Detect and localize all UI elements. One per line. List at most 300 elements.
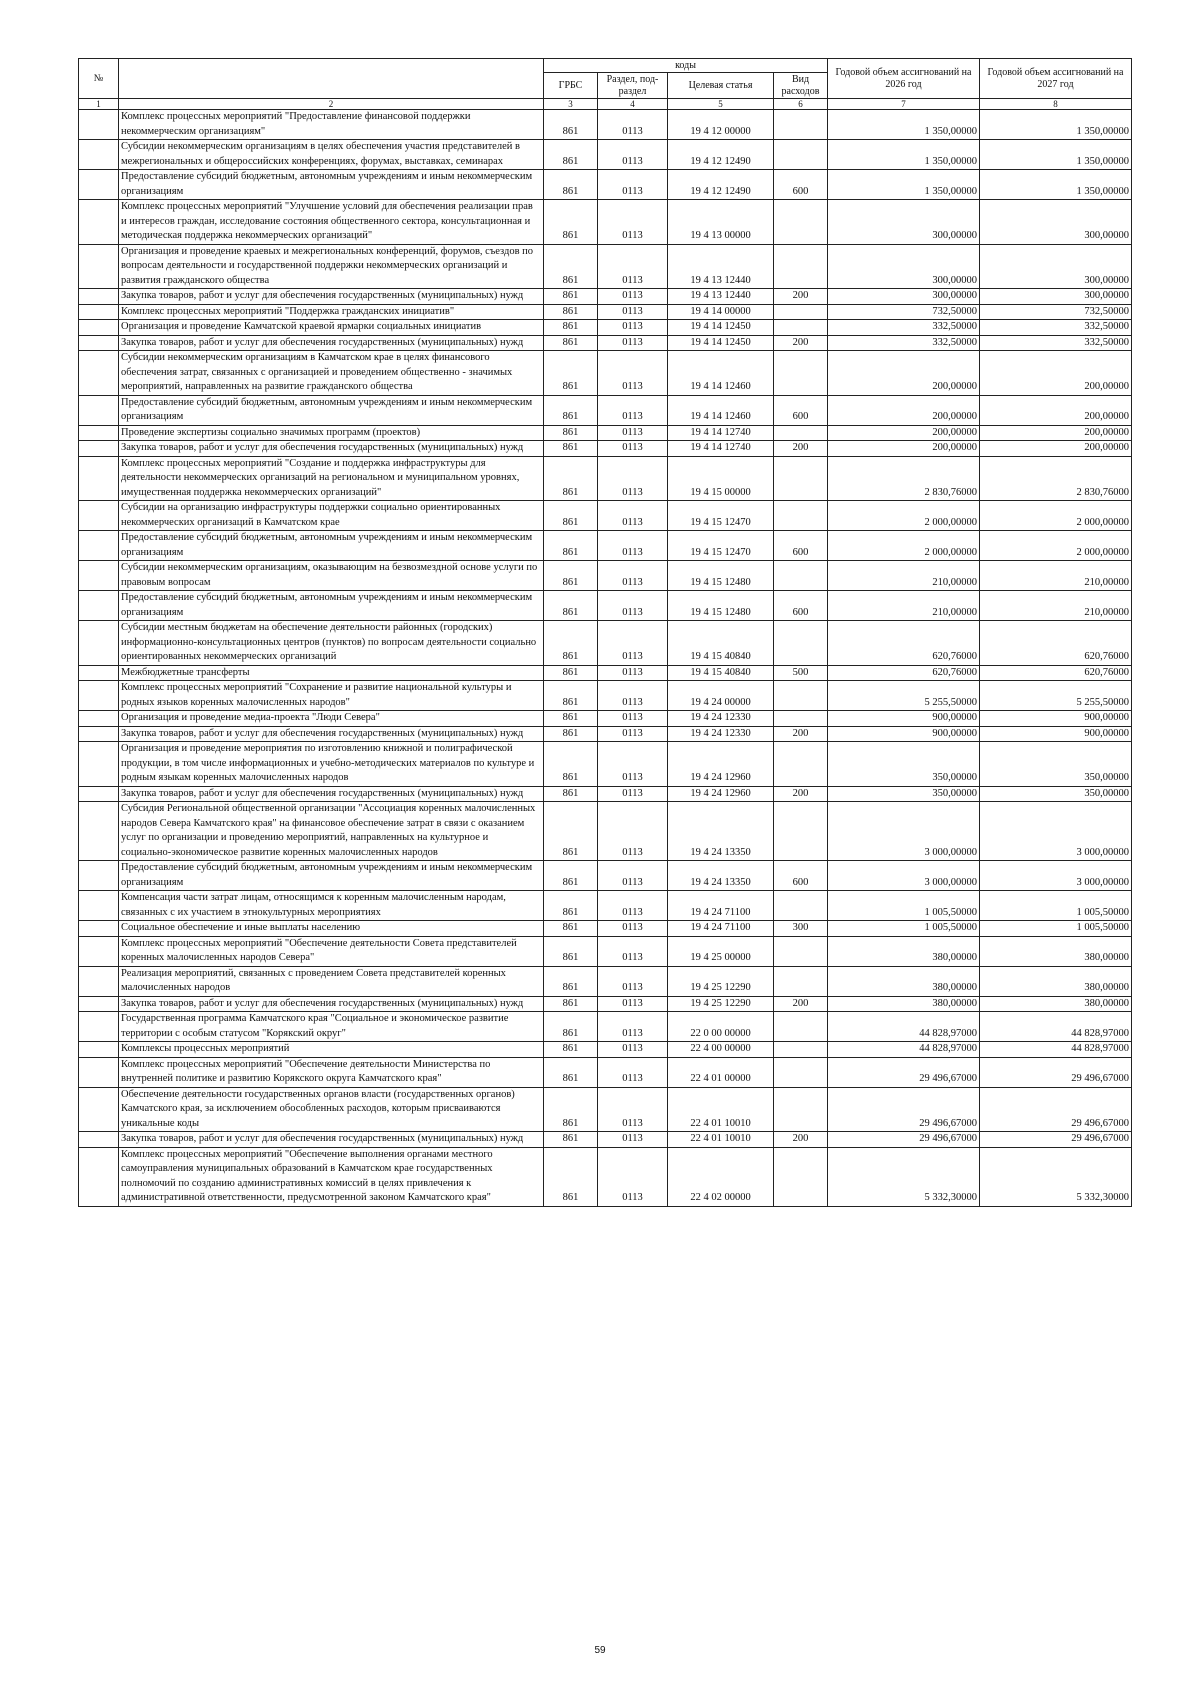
- row-expense-type: [774, 1147, 828, 1206]
- row-section: 0113: [598, 996, 668, 1012]
- table-row: [79, 966, 1132, 996]
- row-number: [79, 936, 119, 966]
- row-expense-type: [774, 711, 828, 727]
- row-volume-2026: 350,00000: [828, 742, 980, 787]
- row-volume-2027: 380,00000: [980, 936, 1132, 966]
- row-target: 19 4 25 00000: [668, 936, 774, 966]
- col-number: 8: [980, 99, 1132, 110]
- row-volume-2026: 300,00000: [828, 244, 980, 289]
- row-expense-type: 200: [774, 335, 828, 351]
- row-name: Организация и проведение мероприятия по изготовлению книжной и полиграфической продукции, в том числе информационных и учебно-методических материалов по культуре и родным языкам коренных малочисленных народов: [119, 742, 544, 787]
- row-target: 19 4 24 12330: [668, 711, 774, 727]
- row-name: Предоставление субсидий бюджетным, автономным учреждениям и иным некоммерческим организациям: [119, 395, 544, 425]
- row-section: 0113: [598, 681, 668, 711]
- row-name: Комплекс процессных мероприятий "Сохранение и развитие национальной культуры и родных языков коренных малочисленных народов": [119, 681, 544, 711]
- row-volume-2027: 29 496,67000: [980, 1132, 1132, 1148]
- row-expense-type: [774, 891, 828, 921]
- row-target: 19 4 25 12290: [668, 996, 774, 1012]
- row-grbs: 861: [544, 591, 598, 621]
- row-target: 19 4 14 12740: [668, 441, 774, 457]
- row-name: Комплекс процессных мероприятий "Предоставление финансовой поддержки некоммерческим организациям": [119, 110, 544, 140]
- row-volume-2027: 210,00000: [980, 591, 1132, 621]
- row-volume-2026: 200,00000: [828, 425, 980, 441]
- row-volume-2027: 900,00000: [980, 726, 1132, 742]
- row-volume-2027: 3 000,00000: [980, 861, 1132, 891]
- row-grbs: 861: [544, 786, 598, 802]
- row-target: 19 4 14 12450: [668, 320, 774, 336]
- row-target: 22 0 00 00000: [668, 1012, 774, 1042]
- row-section: 0113: [598, 742, 668, 787]
- table-row: [79, 681, 1132, 711]
- row-volume-2026: 29 496,67000: [828, 1132, 980, 1148]
- row-expense-type: [774, 501, 828, 531]
- row-section: 0113: [598, 501, 668, 531]
- row-number: [79, 681, 119, 711]
- row-target: 19 4 15 12480: [668, 591, 774, 621]
- row-number: [79, 802, 119, 861]
- row-volume-2027: 620,76000: [980, 665, 1132, 681]
- row-grbs: 861: [544, 140, 598, 170]
- row-target: 19 4 12 12490: [668, 170, 774, 200]
- row-name: Закупка товаров, работ и услуг для обеспечения государственных (муниципальных) нужд: [119, 996, 544, 1012]
- budget-sheet: [78, 58, 1131, 1207]
- row-section: 0113: [598, 1087, 668, 1132]
- row-volume-2026: 380,00000: [828, 996, 980, 1012]
- header-vol-2026: Годовой объем ассигнований на 2026 год: [828, 59, 980, 99]
- row-section: 0113: [598, 289, 668, 305]
- col-number: 4: [598, 99, 668, 110]
- row-volume-2027: 620,76000: [980, 621, 1132, 666]
- table-row: [79, 561, 1132, 591]
- row-volume-2027: 380,00000: [980, 996, 1132, 1012]
- row-number: [79, 996, 119, 1012]
- table-row: [79, 110, 1132, 140]
- row-section: 0113: [598, 891, 668, 921]
- table-row: [79, 1147, 1132, 1206]
- table-row: [79, 996, 1132, 1012]
- row-name: Комплекс процессных мероприятий "Обеспечение деятельности Министерства по внутренней политике и развитию Корякского округа Камчатского края": [119, 1057, 544, 1087]
- row-number: [79, 289, 119, 305]
- table-row: [79, 621, 1132, 666]
- row-number: [79, 335, 119, 351]
- row-target: 19 4 24 13350: [668, 802, 774, 861]
- row-expense-type: [774, 681, 828, 711]
- row-section: 0113: [598, 110, 668, 140]
- row-number: [79, 501, 119, 531]
- row-target: 19 4 14 12450: [668, 335, 774, 351]
- row-grbs: 861: [544, 110, 598, 140]
- header-column-numbers: [79, 99, 1132, 110]
- row-section: 0113: [598, 531, 668, 561]
- row-target: 19 4 15 12470: [668, 531, 774, 561]
- row-expense-type: [774, 320, 828, 336]
- row-volume-2026: 1 350,00000: [828, 140, 980, 170]
- row-number: [79, 711, 119, 727]
- row-name: Организация и проведение медиа-проекта "Люди Севера": [119, 711, 544, 727]
- row-expense-type: [774, 1042, 828, 1058]
- row-volume-2027: 300,00000: [980, 200, 1132, 245]
- row-number: [79, 665, 119, 681]
- row-target: 19 4 13 00000: [668, 200, 774, 245]
- row-expense-type: 200: [774, 1132, 828, 1148]
- row-number: [79, 1147, 119, 1206]
- row-section: 0113: [598, 200, 668, 245]
- row-number: [79, 441, 119, 457]
- row-name: Комплекс процессных мероприятий "Обеспечение деятельности Совета представителей коренных малочисленных народов Севера": [119, 936, 544, 966]
- row-volume-2026: 300,00000: [828, 289, 980, 305]
- row-volume-2027: 44 828,97000: [980, 1042, 1132, 1058]
- row-section: 0113: [598, 456, 668, 501]
- row-volume-2027: 2 830,76000: [980, 456, 1132, 501]
- row-grbs: 861: [544, 1087, 598, 1132]
- row-name: Комплекс процессных мероприятий "Улучшение условий для обеспечения реализации прав и интересов граждан, исследование состояния общественного сектора, консультационная и методическая поддержка некоммерческих организаций": [119, 200, 544, 245]
- row-number: [79, 244, 119, 289]
- row-expense-type: 200: [774, 996, 828, 1012]
- row-grbs: 861: [544, 531, 598, 561]
- row-volume-2027: 200,00000: [980, 425, 1132, 441]
- header-codes: коды: [544, 59, 828, 73]
- table-row: [79, 531, 1132, 561]
- row-target: 22 4 01 10010: [668, 1132, 774, 1148]
- table-row: [79, 711, 1132, 727]
- row-expense-type: [774, 621, 828, 666]
- row-volume-2026: 350,00000: [828, 786, 980, 802]
- row-expense-type: 600: [774, 861, 828, 891]
- row-expense-type: [774, 110, 828, 140]
- row-name: Субсидии местным бюджетам на обеспечение деятельности районных (городских) информационно-консультационных центров (пунктов) по вопросам деятельности социально ориентированных некоммерческих организаций: [119, 621, 544, 666]
- row-volume-2026: 332,50000: [828, 320, 980, 336]
- row-grbs: 861: [544, 665, 598, 681]
- row-number: [79, 395, 119, 425]
- table-row: [79, 200, 1132, 245]
- row-grbs: 861: [544, 1042, 598, 1058]
- row-grbs: 861: [544, 1132, 598, 1148]
- row-grbs: 861: [544, 200, 598, 245]
- row-expense-type: [774, 1087, 828, 1132]
- table-row: [79, 591, 1132, 621]
- row-target: 19 4 24 12960: [668, 786, 774, 802]
- row-grbs: 861: [544, 561, 598, 591]
- row-target: 19 4 25 12290: [668, 966, 774, 996]
- row-grbs: 861: [544, 501, 598, 531]
- budget-table: [78, 58, 1132, 1207]
- row-expense-type: 200: [774, 726, 828, 742]
- row-number: [79, 200, 119, 245]
- row-section: 0113: [598, 395, 668, 425]
- row-name: Субсидии некоммерческим организациям, оказывающим на безвозмездной основе услуги по правовым вопросам: [119, 561, 544, 591]
- col-number: 3: [544, 99, 598, 110]
- table-row: [79, 425, 1132, 441]
- row-number: [79, 170, 119, 200]
- row-section: 0113: [598, 425, 668, 441]
- row-expense-type: [774, 742, 828, 787]
- row-target: 19 4 24 13350: [668, 861, 774, 891]
- row-number: [79, 425, 119, 441]
- row-number: [79, 110, 119, 140]
- table-row: [79, 921, 1132, 937]
- row-expense-type: 500: [774, 665, 828, 681]
- row-volume-2027: 29 496,67000: [980, 1057, 1132, 1087]
- row-number: [79, 966, 119, 996]
- row-grbs: 861: [544, 425, 598, 441]
- row-volume-2027: 200,00000: [980, 441, 1132, 457]
- row-volume-2027: 732,50000: [980, 304, 1132, 320]
- row-target: 19 4 24 71100: [668, 921, 774, 937]
- table-row: [79, 170, 1132, 200]
- row-volume-2027: 1 350,00000: [980, 110, 1132, 140]
- row-expense-type: 600: [774, 170, 828, 200]
- col-number: 6: [774, 99, 828, 110]
- row-volume-2026: 1 350,00000: [828, 110, 980, 140]
- row-grbs: 861: [544, 1147, 598, 1206]
- row-volume-2027: 350,00000: [980, 742, 1132, 787]
- table-row: [79, 802, 1132, 861]
- row-grbs: 861: [544, 891, 598, 921]
- row-volume-2027: 1 005,50000: [980, 921, 1132, 937]
- row-target: 19 4 15 12470: [668, 501, 774, 531]
- table-row: [79, 441, 1132, 457]
- table-row: [79, 395, 1132, 425]
- row-expense-type: [774, 304, 828, 320]
- row-volume-2027: 200,00000: [980, 351, 1132, 396]
- row-number: [79, 1132, 119, 1148]
- row-target: 22 4 01 10010: [668, 1087, 774, 1132]
- row-section: 0113: [598, 966, 668, 996]
- row-number: [79, 140, 119, 170]
- row-volume-2026: 900,00000: [828, 726, 980, 742]
- col-number: 5: [668, 99, 774, 110]
- row-volume-2027: 300,00000: [980, 244, 1132, 289]
- col-number: 2: [119, 99, 544, 110]
- table-row: [79, 891, 1132, 921]
- row-volume-2027: 2 000,00000: [980, 531, 1132, 561]
- header-name: [119, 59, 544, 99]
- row-grbs: 861: [544, 335, 598, 351]
- row-name: Закупка товаров, работ и услуг для обеспечения государственных (муниципальных) нужд: [119, 289, 544, 305]
- row-target: 19 4 24 71100: [668, 891, 774, 921]
- row-volume-2026: 44 828,97000: [828, 1042, 980, 1058]
- row-volume-2026: 3 000,00000: [828, 861, 980, 891]
- row-volume-2026: 620,76000: [828, 665, 980, 681]
- header-target: Целевая статья: [668, 73, 774, 99]
- row-section: 0113: [598, 304, 668, 320]
- table-row: [79, 742, 1132, 787]
- row-number: [79, 921, 119, 937]
- row-section: 0113: [598, 621, 668, 666]
- row-expense-type: 600: [774, 591, 828, 621]
- row-volume-2027: 380,00000: [980, 966, 1132, 996]
- row-volume-2026: 5 255,50000: [828, 681, 980, 711]
- row-volume-2027: 200,00000: [980, 395, 1132, 425]
- col-number: 1: [79, 99, 119, 110]
- row-grbs: 861: [544, 1057, 598, 1087]
- row-volume-2026: 5 332,30000: [828, 1147, 980, 1206]
- table-row: [79, 140, 1132, 170]
- row-section: 0113: [598, 441, 668, 457]
- row-grbs: 861: [544, 395, 598, 425]
- row-name: Государственная программа Камчатского края "Социальное и экономическое развитие территории с особым статусом "Корякский округ": [119, 1012, 544, 1042]
- row-name: Закупка товаров, работ и услуг для обеспечения государственных (муниципальных) нужд: [119, 786, 544, 802]
- row-expense-type: [774, 561, 828, 591]
- row-target: 19 4 24 00000: [668, 681, 774, 711]
- row-volume-2026: 300,00000: [828, 200, 980, 245]
- row-number: [79, 726, 119, 742]
- row-section: 0113: [598, 561, 668, 591]
- row-number: [79, 591, 119, 621]
- table-row: [79, 1012, 1132, 1042]
- row-expense-type: [774, 425, 828, 441]
- row-name: Закупка товаров, работ и услуг для обеспечения государственных (муниципальных) нужд: [119, 335, 544, 351]
- row-name: Закупка товаров, работ и услуг для обеспечения государственных (муниципальных) нужд: [119, 1132, 544, 1148]
- row-name: Реализация мероприятий, связанных с проведением Совета представителей коренных малочисленных народов: [119, 966, 544, 996]
- row-section: 0113: [598, 861, 668, 891]
- row-section: 0113: [598, 936, 668, 966]
- row-target: 19 4 12 12490: [668, 140, 774, 170]
- row-name: Предоставление субсидий бюджетным, автономным учреждениям и иным некоммерческим организациям: [119, 531, 544, 561]
- row-expense-type: [774, 351, 828, 396]
- row-volume-2026: 620,76000: [828, 621, 980, 666]
- row-grbs: 861: [544, 289, 598, 305]
- row-target: 19 4 13 12440: [668, 289, 774, 305]
- row-expense-type: [774, 966, 828, 996]
- table-row: [79, 335, 1132, 351]
- row-section: 0113: [598, 351, 668, 396]
- row-grbs: 861: [544, 711, 598, 727]
- table-row: [79, 1087, 1132, 1132]
- row-name: Закупка товаров, работ и услуг для обеспечения государственных (муниципальных) нужд: [119, 726, 544, 742]
- row-section: 0113: [598, 726, 668, 742]
- header-section: Раздел, под-раздел: [598, 73, 668, 99]
- row-volume-2027: 900,00000: [980, 711, 1132, 727]
- row-number: [79, 1042, 119, 1058]
- table-row: [79, 726, 1132, 742]
- row-section: 0113: [598, 786, 668, 802]
- row-section: 0113: [598, 665, 668, 681]
- row-volume-2026: 200,00000: [828, 441, 980, 457]
- table-row: [79, 351, 1132, 396]
- row-section: 0113: [598, 320, 668, 336]
- row-grbs: 861: [544, 726, 598, 742]
- row-name: Организация и проведение Камчатской краевой ярмарки социальных инициатив: [119, 320, 544, 336]
- row-volume-2026: 380,00000: [828, 966, 980, 996]
- row-expense-type: [774, 244, 828, 289]
- row-section: 0113: [598, 921, 668, 937]
- row-volume-2026: 210,00000: [828, 591, 980, 621]
- row-volume-2026: 200,00000: [828, 351, 980, 396]
- row-name: Предоставление субсидий бюджетным, автономным учреждениям и иным некоммерческим организациям: [119, 591, 544, 621]
- row-number: [79, 320, 119, 336]
- row-expense-type: [774, 1012, 828, 1042]
- row-grbs: 861: [544, 621, 598, 666]
- row-volume-2027: 300,00000: [980, 289, 1132, 305]
- row-target: 19 4 15 40840: [668, 665, 774, 681]
- row-target: 19 4 24 12960: [668, 742, 774, 787]
- table-header: [79, 59, 1132, 110]
- row-target: 19 4 14 12460: [668, 351, 774, 396]
- table-row: [79, 936, 1132, 966]
- table-body: [79, 110, 1132, 1207]
- row-volume-2027: 1 350,00000: [980, 140, 1132, 170]
- row-number: [79, 621, 119, 666]
- row-target: 22 4 01 00000: [668, 1057, 774, 1087]
- row-volume-2027: 2 000,00000: [980, 501, 1132, 531]
- row-volume-2026: 2 000,00000: [828, 501, 980, 531]
- row-volume-2027: 1 005,50000: [980, 891, 1132, 921]
- row-grbs: 861: [544, 456, 598, 501]
- row-volume-2026: 732,50000: [828, 304, 980, 320]
- row-section: 0113: [598, 140, 668, 170]
- row-section: 0113: [598, 170, 668, 200]
- row-name: Субсидии некоммерческим организациям в целях обеспечения участия представителей в межрегиональных и общероссийских конференциях, форумах, выставках, семинарах: [119, 140, 544, 170]
- row-name: Организация и проведение краевых и межрегиональных конференций, форумов, съездов по вопросам деятельности и государственной поддержки некоммерческих организаций и развития гражданского общества: [119, 244, 544, 289]
- table-row: [79, 456, 1132, 501]
- row-volume-2026: 2 000,00000: [828, 531, 980, 561]
- row-section: 0113: [598, 1012, 668, 1042]
- row-volume-2027: 3 000,00000: [980, 802, 1132, 861]
- row-volume-2026: 380,00000: [828, 936, 980, 966]
- row-volume-2026: 44 828,97000: [828, 1012, 980, 1042]
- row-volume-2027: 29 496,67000: [980, 1087, 1132, 1132]
- row-section: 0113: [598, 1057, 668, 1087]
- row-volume-2027: 350,00000: [980, 786, 1132, 802]
- row-volume-2026: 1 005,50000: [828, 891, 980, 921]
- row-volume-2026: 1 005,50000: [828, 921, 980, 937]
- row-expense-type: [774, 802, 828, 861]
- row-volume-2027: 44 828,97000: [980, 1012, 1132, 1042]
- row-grbs: 861: [544, 1012, 598, 1042]
- row-target: 19 4 14 12740: [668, 425, 774, 441]
- row-target: 22 4 00 00000: [668, 1042, 774, 1058]
- row-volume-2026: 29 496,67000: [828, 1057, 980, 1087]
- row-expense-type: 600: [774, 395, 828, 425]
- row-expense-type: 300: [774, 921, 828, 937]
- row-grbs: 861: [544, 802, 598, 861]
- row-name: Субсидия Региональной общественной организации "Ассоциация коренных малочисленных народов Севера Камчатского края" на финансовое обеспечение затрат в связи с оказанием услуг по организации и проведению мероприятий, направленных на культурное и социально-экономическое развитие коренных малочисленных народов: [119, 802, 544, 861]
- row-section: 0113: [598, 802, 668, 861]
- row-volume-2026: 210,00000: [828, 561, 980, 591]
- row-name: Проведение экспертизы социально значимых программ (проектов): [119, 425, 544, 441]
- table-row: [79, 304, 1132, 320]
- col-number: 7: [828, 99, 980, 110]
- table-row: [79, 1042, 1132, 1058]
- row-name: Предоставление субсидий бюджетным, автономным учреждениям и иным некоммерческим организациям: [119, 861, 544, 891]
- row-grbs: 861: [544, 244, 598, 289]
- row-number: [79, 304, 119, 320]
- row-grbs: 861: [544, 351, 598, 396]
- row-section: 0113: [598, 335, 668, 351]
- row-name: Социальное обеспечение и иные выплаты населению: [119, 921, 544, 937]
- row-volume-2026: 2 830,76000: [828, 456, 980, 501]
- row-volume-2027: 210,00000: [980, 561, 1132, 591]
- row-section: 0113: [598, 711, 668, 727]
- row-section: 0113: [598, 1132, 668, 1148]
- row-grbs: 861: [544, 966, 598, 996]
- row-number: [79, 786, 119, 802]
- header-vol-2027: Годовой объем ассигнований на 2027 год: [980, 59, 1132, 99]
- row-volume-2027: 332,50000: [980, 335, 1132, 351]
- row-name: Субсидии некоммерческим организациям в Камчатском крае в целях финансового обеспечения затрат, связанных с организацией и проведением общественно - значимых мероприятий, направленных на развитие гражданского общества: [119, 351, 544, 396]
- row-grbs: 861: [544, 320, 598, 336]
- row-number: [79, 456, 119, 501]
- row-expense-type: [774, 1057, 828, 1087]
- row-volume-2026: 3 000,00000: [828, 802, 980, 861]
- row-expense-type: [774, 140, 828, 170]
- row-name: Комплексы процессных мероприятий: [119, 1042, 544, 1058]
- row-grbs: 861: [544, 936, 598, 966]
- row-target: 19 4 15 00000: [668, 456, 774, 501]
- row-name: Предоставление субсидий бюджетным, автономным учреждениям и иным некоммерческим организациям: [119, 170, 544, 200]
- row-volume-2026: 200,00000: [828, 395, 980, 425]
